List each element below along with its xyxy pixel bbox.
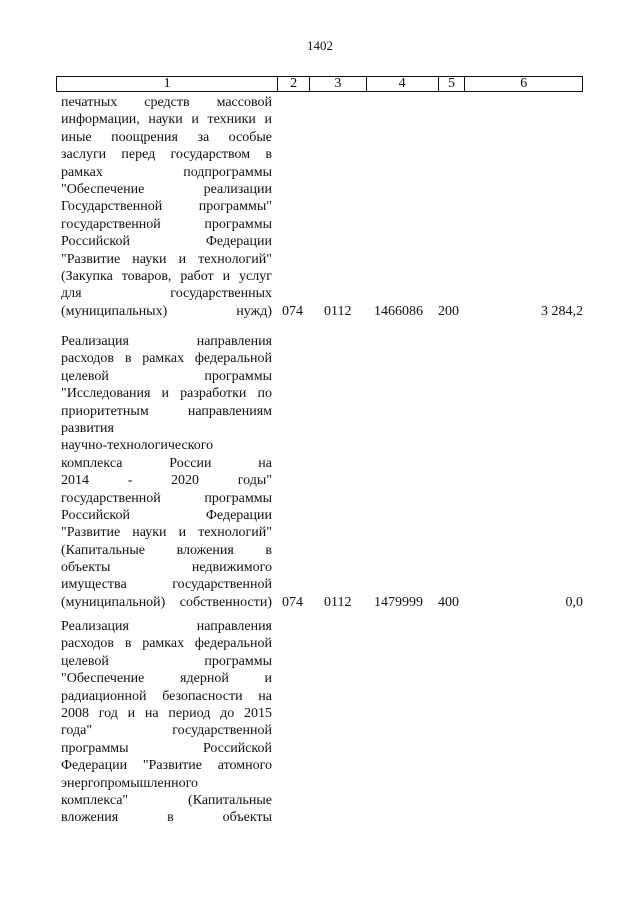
description-line: государственной программы <box>61 216 272 232</box>
cell-col6: 3 284,2 <box>541 303 583 319</box>
description-line: энергопромышленного <box>61 775 198 791</box>
description-line: рамках подпрограммы <box>61 164 272 180</box>
description-line: расходов в рамках федеральной <box>61 636 272 652</box>
description-line: Федерации "Развитие атомного <box>61 758 272 774</box>
description-line: для государственных <box>61 286 272 302</box>
description-line: имущества государственной <box>61 577 272 593</box>
description-line: (муниципальной) собственности) <box>61 594 272 610</box>
description-line: "Обеспечение ядерной и <box>61 671 272 687</box>
description-line: "Развитие науки и технологий" <box>61 251 272 267</box>
description-line: "Исследования и разработки по <box>61 386 272 402</box>
table-row <box>61 94 583 320</box>
description-line: (муниципальных) нужд) <box>61 303 272 319</box>
description-line: государственной программы <box>61 490 272 506</box>
description-line: развития <box>61 420 114 436</box>
description-line: приоритетным направлениям <box>61 403 272 419</box>
description-line: научно-технологического <box>61 438 214 454</box>
description-line: целевой программы <box>61 653 272 669</box>
table-row <box>61 618 583 827</box>
cell-col3: 0112 <box>324 303 352 319</box>
cell-col5: 200 <box>438 303 459 319</box>
description-line: печатных средств массовой <box>61 95 272 110</box>
description-line: Российской Федерации <box>61 234 272 250</box>
description-line: комплекса" (Капитальные <box>61 792 272 808</box>
description-line: (Капитальные вложения в <box>61 542 272 558</box>
description-line: 2014 - 2020 годы" <box>61 473 272 489</box>
cell-col4: 1479999 <box>374 595 423 610</box>
cell-col2: 074 <box>282 595 303 610</box>
description-line: Государственной программы" <box>61 199 272 215</box>
description-line: заслуги перед государством в <box>61 147 272 163</box>
description-line: иные поощрения за особые <box>61 129 272 145</box>
description-line: 2008 год и на период до 2015 <box>61 705 272 721</box>
page-number: 1402 <box>307 38 333 53</box>
row-description <box>61 618 272 827</box>
column-header-2: 2 <box>277 77 309 91</box>
column-header-4: 4 <box>366 77 438 91</box>
column-header-6: 6 <box>464 77 582 91</box>
description-line: расходов в рамках федеральной <box>61 351 272 367</box>
description-line: Реализация направления <box>61 619 272 634</box>
description-line: (Закупка товаров, работ и услуг <box>61 268 272 284</box>
description-line: целевой программы <box>61 368 272 384</box>
description-line: комплекса России на <box>61 455 272 471</box>
row-description <box>61 94 272 320</box>
cell-col4: 1466086 <box>374 303 423 319</box>
description-line: радиационной безопасности на <box>61 688 272 704</box>
cell-col5: 400 <box>438 595 459 610</box>
description-line: программы Российской <box>61 740 272 756</box>
description-line: вложения в объекты <box>61 810 272 826</box>
description-line: года" государственной <box>61 723 272 739</box>
table-header-row <box>56 76 583 92</box>
column-header-5: 5 <box>438 77 465 91</box>
description-line: Реализация направления <box>61 334 272 349</box>
cell-col2: 074 <box>282 303 303 319</box>
column-header-3: 3 <box>309 77 366 91</box>
description-line: Российской Федерации <box>61 507 272 523</box>
cell-col6: 0,0 <box>565 595 583 610</box>
description-line: "Обеспечение реализации <box>61 181 272 197</box>
row-description <box>61 333 272 611</box>
description-line: объекты недвижимого <box>61 560 272 576</box>
description-line: "Развитие науки и технологий" <box>61 525 272 541</box>
cell-col3: 0112 <box>324 595 352 610</box>
column-header-1: 1 <box>163 76 171 91</box>
table-row <box>61 333 583 611</box>
description-line: информации, науки и техники и <box>61 112 272 128</box>
